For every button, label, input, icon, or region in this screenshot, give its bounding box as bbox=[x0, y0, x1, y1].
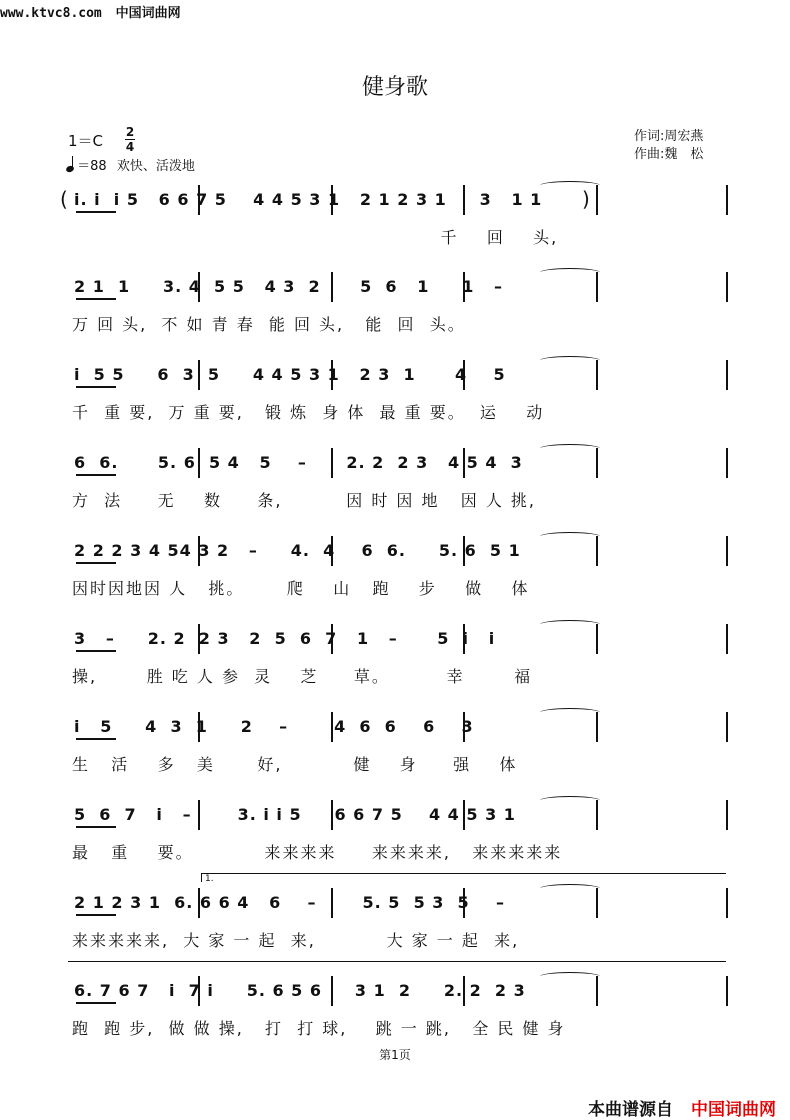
slur bbox=[540, 796, 600, 805]
song-title: 健身歌 bbox=[361, 75, 428, 100]
lyric-line: 方 法 无 数 条, 因 时 因 地 因 人 挑, bbox=[72, 491, 537, 510]
slur bbox=[540, 972, 600, 981]
time-sig-bottom: 4 bbox=[125, 140, 135, 154]
note-line: 5 6 7 i – 3. i i 5 6 6 7 5 4 4 5 3 1 bbox=[74, 805, 516, 824]
lyric-line: 生 活 多 美 好, 健 身 强 体 bbox=[72, 755, 518, 774]
bar-line bbox=[726, 624, 728, 654]
music-system bbox=[0, 360, 790, 455]
beam-underline bbox=[76, 738, 116, 740]
note-line: 3 – 2. 2 2 3 2 5 6 7 1 – 5 i i bbox=[74, 629, 496, 648]
slur bbox=[540, 708, 600, 717]
beam-underline bbox=[76, 826, 116, 828]
music-system bbox=[0, 185, 790, 280]
beam-underline bbox=[76, 914, 116, 916]
lyric-line: 来来来来来, 大 家 一 起 来, 大 家 一 起 来, bbox=[72, 931, 520, 950]
note-line: 6 6. 5. 6 5 4 5 – 2. 2 2 3 4 5 4 3 bbox=[74, 453, 523, 472]
bar-line bbox=[726, 536, 728, 566]
note-line: i. i i 5 6 6 7 5 4 4 5 3 1 2 1 2 3 1 3 1 1 bbox=[74, 190, 543, 209]
tempo-marking bbox=[66, 155, 195, 174]
note-line: i 5 4 3 1 2 – 4 6 6 6 3 bbox=[74, 717, 474, 736]
source-site[interactable]: 中国词曲网 bbox=[691, 1100, 776, 1120]
slur bbox=[540, 356, 600, 365]
site-name: 中国词曲网 bbox=[115, 6, 181, 21]
slur bbox=[540, 884, 600, 893]
volta-label: 1. bbox=[205, 874, 214, 884]
site-url[interactable]: www.ktvc8.com bbox=[0, 6, 102, 21]
tempo-bpm: ＝88 bbox=[77, 159, 107, 174]
note-line: i 5 5 6 3 5 4 4 5 3 1 2 3 1 4 5 bbox=[74, 365, 506, 384]
page-number: 第1页 bbox=[379, 1048, 411, 1062]
key-signature: 1＝C bbox=[68, 132, 104, 150]
beam-underline bbox=[76, 1002, 116, 1004]
slur bbox=[540, 620, 600, 629]
volta-bracket bbox=[201, 873, 726, 882]
lyric-line: 千 重 要, 万 重 要, 锻 炼 身 体 最 重 要。 运 动 bbox=[72, 403, 545, 422]
bar-line bbox=[726, 888, 728, 918]
note-line: 2 2 2 3 4 54 3 2 – 4. 4 6 6. 5. 6 5 1 bbox=[74, 541, 521, 560]
music-system bbox=[0, 448, 790, 543]
repeat-paren-close: ) bbox=[582, 187, 590, 211]
tempo-expression: 欢快、活泼地 bbox=[116, 159, 195, 174]
note-line: 2 1 1 3. 4 5 5 4 3 2 5 6 1 1 – bbox=[74, 277, 504, 296]
quarter-note-icon bbox=[65, 165, 75, 173]
lyric-line: 最 重 要。 来来来来 来来来来, 来来来来来 bbox=[72, 843, 563, 862]
note-line: 6. 7 6 7 i 7 i 5. 6 5 6 3 1 2 2. 2 2 3 bbox=[74, 981, 526, 1000]
music-system bbox=[0, 272, 790, 367]
beam-underline bbox=[76, 211, 116, 213]
lyric-line: 操, 胜 吃 人 参 灵 芝 草。 幸 福 bbox=[72, 667, 533, 686]
music-system bbox=[0, 712, 790, 807]
composer: 作曲:魏 松 bbox=[634, 147, 704, 162]
credits bbox=[634, 128, 703, 164]
bar-line bbox=[726, 712, 728, 742]
music-system bbox=[0, 536, 790, 631]
time-sig-top: 2 bbox=[125, 125, 135, 139]
beam-underline bbox=[76, 474, 116, 476]
bar-line bbox=[726, 976, 728, 1006]
lyric-line: 因时因地因 人 挑。 爬 山 跑 步 做 体 bbox=[72, 579, 530, 598]
music-system bbox=[0, 624, 790, 719]
bar-line bbox=[726, 272, 728, 302]
slur bbox=[540, 181, 600, 190]
source-label: 本曲谱源自 bbox=[588, 1100, 673, 1120]
slur bbox=[540, 444, 600, 453]
bar-line bbox=[726, 185, 728, 215]
bar-line bbox=[726, 800, 728, 830]
beam-underline bbox=[76, 562, 116, 564]
slur bbox=[540, 532, 600, 541]
beam-underline bbox=[76, 650, 116, 652]
slur bbox=[540, 268, 600, 277]
time-signature bbox=[124, 126, 136, 153]
repeat-paren-open: ( bbox=[60, 187, 68, 211]
source-credit bbox=[588, 1095, 776, 1120]
staff-line bbox=[68, 961, 726, 962]
lyric-line: 千 回 头, bbox=[72, 228, 559, 247]
bar-line bbox=[726, 448, 728, 478]
beam-underline bbox=[76, 386, 116, 388]
bar-line bbox=[726, 360, 728, 390]
lyric-line: 万 回 头, 不 如 青 春 能 回 头, 能 回 头。 bbox=[72, 315, 466, 334]
note-line: 2 1 2 3 1 6. 6 6 4 6 – 5. 5 5 3 5 – bbox=[74, 893, 505, 912]
site-header bbox=[0, 2, 181, 21]
lyric-line: 跑 跑 步, 做 做 操, 打 打 球, 跳 一 跳, 全 民 健 身 bbox=[72, 1019, 566, 1038]
beam-underline bbox=[76, 298, 116, 300]
lyricist: 作词:周宏燕 bbox=[634, 129, 704, 144]
music-system bbox=[0, 888, 790, 983]
